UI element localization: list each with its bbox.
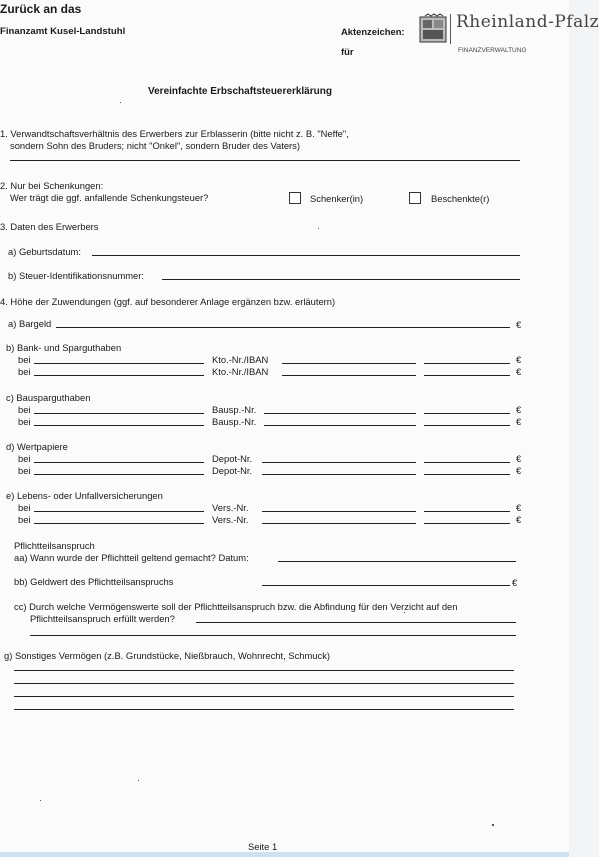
- bauspar-nr-label-1: Bausp.-Nr.: [212, 404, 257, 415]
- bauspar-euro-1: €: [516, 404, 522, 415]
- schenker-label: Schenker(in): [310, 193, 364, 204]
- insurance-amount-field-2[interactable]: [424, 523, 510, 524]
- depot-label-1: Depot-Nr.: [212, 453, 253, 464]
- section1-line1: 1. Verwandtschaftsverhältnis des Erwerbers zur Erblasserin (bitte nicht z. B. "Neffe",: [0, 128, 349, 139]
- schenker-checkbox[interactable]: [289, 192, 301, 204]
- securities-name-field-2[interactable]: [34, 474, 204, 475]
- beschenkter-checkbox[interactable]: [409, 192, 421, 204]
- bauspar-name-field-2[interactable]: [34, 425, 204, 426]
- bank-name-field-2[interactable]: [34, 375, 204, 376]
- bank-bei-1: bei: [18, 354, 31, 365]
- pflichtteil-cc-line2: Pflichtteilsanspruch erfüllt werden?: [30, 613, 175, 624]
- bauspar-nr-label-2: Bausp.-Nr.: [212, 416, 257, 427]
- bauspar-amount-field-1[interactable]: [424, 413, 510, 414]
- scan-speck: [138, 780, 139, 781]
- insurance-label: e) Lebens- oder Unfallversicherungen: [6, 490, 163, 501]
- securities-euro-2: €: [516, 465, 522, 476]
- bank-amount-field-2[interactable]: [424, 375, 510, 376]
- beschenkter-label: Beschenkte(r): [431, 193, 490, 204]
- insurance-amount-field-1[interactable]: [424, 511, 510, 512]
- bank-kto-label-2: Kto.-Nr./IBAN: [212, 366, 269, 377]
- return-title: Zurück an das: [0, 2, 82, 16]
- securities-amount-field-1[interactable]: [424, 462, 510, 463]
- bauspar-nr-field-1[interactable]: [264, 413, 416, 414]
- bank-kto-field-2[interactable]: [282, 375, 416, 376]
- insurance-bei-1: bei: [18, 502, 31, 513]
- pflichtteil-date-field[interactable]: [278, 561, 516, 562]
- other-assets-field-1[interactable]: [14, 670, 514, 671]
- bauspar-label: c) Bausparguthaben: [6, 392, 91, 403]
- bauspar-bei-2: bei: [18, 416, 31, 427]
- section1-line2: sondern Sohn des Bruders; nicht "Onkel", sondern Bruder des Vaters): [10, 140, 300, 151]
- insurance-name-field-1[interactable]: [34, 511, 204, 512]
- tax-office-name: Finanzamt Kusel-Landstuhl: [0, 26, 126, 37]
- bauspar-nr-field-2[interactable]: [264, 425, 416, 426]
- securities-bei-2: bei: [18, 465, 31, 476]
- other-assets-field-4[interactable]: [14, 709, 514, 710]
- other-assets-field-3[interactable]: [14, 696, 514, 697]
- birthdate-field[interactable]: [92, 255, 520, 256]
- other-assets-field-2[interactable]: [14, 683, 514, 684]
- form-title: Vereinfachte Erbschaftsteuererklärung: [148, 86, 332, 97]
- depot-label-2: Depot-Nr.: [212, 465, 253, 476]
- scan-speck: [404, 612, 405, 613]
- bank-kto-label-1: Kto.-Nr./IBAN: [212, 354, 269, 365]
- logo-subtitle: FINANZVERWALTUNG: [458, 47, 527, 54]
- fuer-label: für: [341, 46, 354, 57]
- pflichtteil-aa-label: aa) Wann wurde der Pflichtteil geltend gemacht? Datum:: [14, 552, 249, 563]
- bauspar-euro-2: €: [516, 416, 522, 427]
- depot-field-1[interactable]: [262, 462, 416, 463]
- section2-heading: 2. Nur bei Schenkungen:: [0, 180, 104, 191]
- bauspar-amount-field-2[interactable]: [424, 425, 510, 426]
- other-assets-label: g) Sonstiges Vermögen (z.B. Grundstücke, Nießbrauch, Wohnrecht, Schmuck): [4, 650, 331, 661]
- pflichtteil-heading: Pflichtteilsanspruch: [14, 540, 95, 551]
- viewer-bottom-bar: [0, 852, 569, 857]
- bank-amount-field-1[interactable]: [424, 363, 510, 364]
- section2-question: Wer trägt die ggf. anfallende Schenkungsteuer?: [10, 192, 209, 203]
- scan-speck: [492, 824, 494, 826]
- pflichtteil-value-field[interactable]: [262, 585, 510, 586]
- pflichtteil-cc-line1: cc) Durch welche Vermögenswerte soll der Pflichtteilsanspruch bzw. die Abfindung für den Verzicht auf den: [14, 601, 458, 612]
- insurance-euro-1: €: [516, 502, 522, 513]
- bauspar-name-field-1[interactable]: [34, 413, 204, 414]
- bank-euro-1: €: [516, 354, 522, 365]
- securities-label: d) Wertpapiere: [6, 441, 68, 452]
- cash-euro: €: [516, 319, 522, 330]
- insurance-name-field-2[interactable]: [34, 523, 204, 524]
- tax-id-field[interactable]: [162, 279, 520, 280]
- logo-wordmark: Rheinland-Pfalz: [456, 12, 599, 32]
- securities-euro-1: €: [516, 453, 522, 464]
- logo-divider: [450, 14, 451, 44]
- vers-label-2: Vers.-Nr.: [212, 514, 249, 525]
- securities-name-field-1[interactable]: [34, 462, 204, 463]
- coat-of-arms-icon: [418, 14, 448, 44]
- pflichtteil-assets-field-2[interactable]: [30, 635, 516, 636]
- insurance-euro-2: €: [516, 514, 522, 525]
- pflichtteil-assets-field-1[interactable]: [196, 622, 516, 623]
- vers-label-1: Vers.-Nr.: [212, 502, 249, 513]
- aktenzeichen-label: Aktenzeichen:: [341, 26, 405, 37]
- vers-field-2[interactable]: [262, 523, 416, 524]
- securities-amount-field-2[interactable]: [424, 474, 510, 475]
- bank-euro-2: €: [516, 366, 522, 377]
- pflichtteil-euro: €: [512, 577, 518, 588]
- cash-label: a) Bargeld: [8, 318, 52, 329]
- bank-kto-field-1[interactable]: [282, 363, 416, 364]
- bank-name-field-1[interactable]: [34, 363, 204, 364]
- bank-bei-2: bei: [18, 366, 31, 377]
- bank-label: b) Bank- und Sparguthaben: [6, 342, 122, 353]
- vers-field-1[interactable]: [262, 511, 416, 512]
- tax-id-label: b) Steuer-Identifikationsnummer:: [8, 270, 144, 281]
- scan-speck: [318, 228, 319, 229]
- relationship-field[interactable]: [10, 160, 520, 161]
- securities-bei-1: bei: [18, 453, 31, 464]
- scan-speck: [40, 800, 41, 801]
- scan-speck: [120, 102, 121, 103]
- pflichtteil-bb-label: bb) Geldwert des Pflichtteilsanspruchs: [14, 576, 174, 587]
- section4-heading: 4. Höhe der Zuwendungen (ggf. auf besonderer Anlage ergänzen bzw. erläutern): [0, 296, 336, 307]
- section3-heading: 3. Daten des Erwerbers: [0, 221, 99, 232]
- page-number: Seite 1: [248, 841, 278, 852]
- cash-field[interactable]: [56, 327, 510, 328]
- bauspar-bei-1: bei: [18, 404, 31, 415]
- birthdate-label: a) Geburtsdatum:: [8, 246, 81, 257]
- insurance-bei-2: bei: [18, 514, 31, 525]
- depot-field-2[interactable]: [262, 474, 416, 475]
